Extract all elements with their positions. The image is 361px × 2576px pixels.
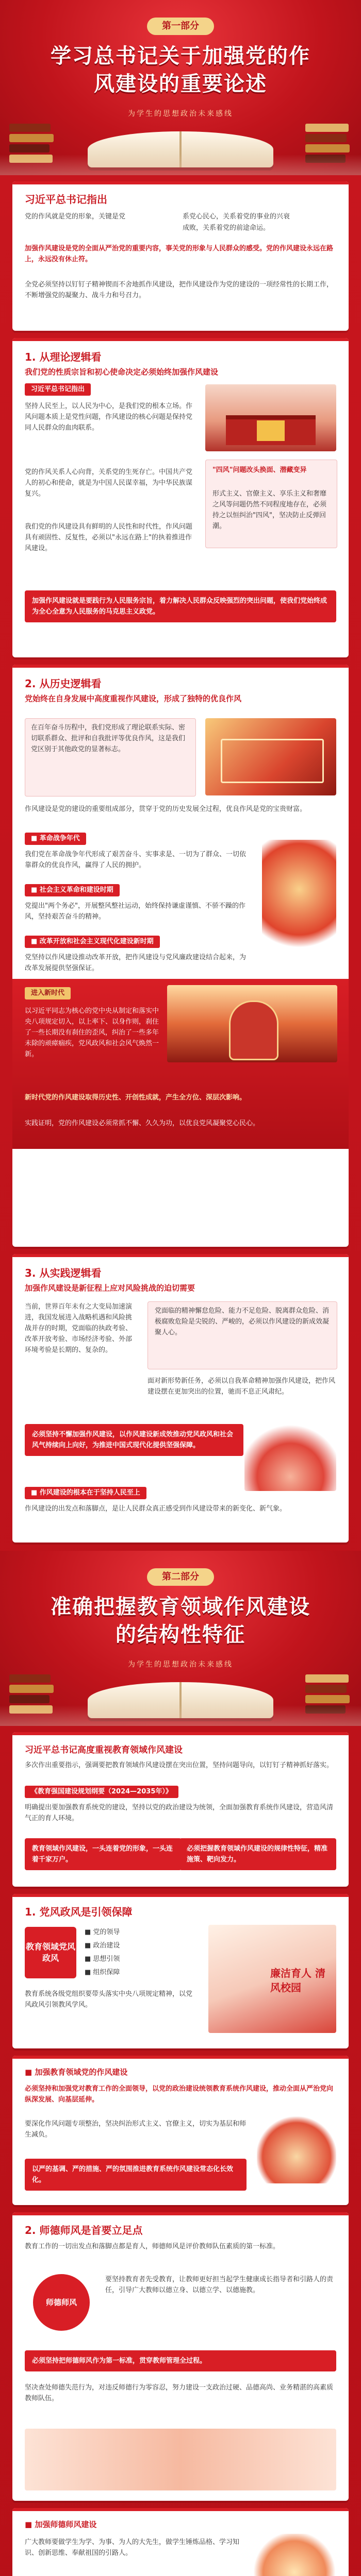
theory-red-summary: 加强作风建设就是要践行为人民服务宗旨，着力解决人民群众反映强烈的突出问题，使我们党始终成为全心全意为人民服务的马克思主义政党。 (25, 590, 336, 622)
hero-banner-part2 (0, 1551, 361, 1726)
four-winds-heading: "四风"问题改头换面、潜藏变异 (212, 466, 307, 474)
education-intro-card (12, 1732, 349, 1887)
lamp-illustration (253, 2534, 336, 2576)
history-text-2: 作风建设是党的建设的重要组成部分，贯穿于党的历史发展全过程，优良作风是党的宝贵财富。 (25, 805, 307, 813)
era-tag-revolution: ■ 革命战争年代 (25, 833, 86, 845)
section-heading: 2. 从历史逻辑看 (25, 677, 102, 690)
section-subheading: 加强作风建设是新征程上应对风险挑战的迫切需要 (25, 1283, 195, 1293)
practice-text-1: 当前，世界百年未有之大变局加速演进，我国发展进入战略机遇和风险挑战并存的时期，党面临的执政考验、改革开放考验、市场经济考验、外部环境考验是长期的、复杂的。 (25, 1303, 133, 1354)
detail-red: 以严的基调、严的措施、严的氛围推进教育系统作风建设常态化长效化。 (25, 2159, 247, 2191)
party-text-1: 教育系统各级党组织要带头落实中央八项规定精神，以党风政风引领教风学风。 (25, 1990, 193, 2009)
history-logic-card (12, 665, 349, 1247)
era-tag-construction: ■ 社会主义革命和建设时期 (25, 884, 120, 896)
edu-text-2: 明确提出要加强教育系统党的建设，坚持以党的政治建设为统领，全面加强教育系统作风建设，营造风清气正的育人环境。 (25, 1804, 334, 1822)
hero-bottom-glow (0, 1705, 361, 1726)
new-era-red2: 实践证明，党的作风建设必须常抓不懈、久久为功，以优良党风凝聚党心民心。 (25, 1120, 260, 1127)
hero-title-line1: 学习总书记关于加强党的作 (51, 44, 310, 68)
hero-title-line2: 风建设的重要论述 (94, 72, 267, 96)
teacher-illustration (25, 2429, 336, 2490)
new-era-red1: 新时代党的作风建设取得历史性、开创性成就，产生全方位、深层次影响。 (25, 1094, 247, 1101)
practice-tag: ■ 作风建设的根本在于坚持人民至上 (25, 1487, 146, 1499)
new-era-panel (12, 979, 349, 1149)
red-star-decoration (262, 840, 336, 963)
part-badge: 第二部分 (147, 1568, 214, 1586)
hero-title-line1: 准确把握教育领域作风建设 (51, 1595, 310, 1619)
hero-banner-part1 (0, 0, 361, 175)
part-badge: 第一部分 (147, 18, 214, 35)
section-heading: 2. 师德师风是首要立足点 (25, 2224, 143, 2236)
intro-emphasis: 加强作风建设是党的全面从严治党的重要内容，事关党的形象与人民群众的感受。党的作风建设永远在路上，永远没有休止符。 (25, 245, 334, 263)
practice-logic-card (12, 1254, 349, 1543)
hero-title (21, 42, 340, 98)
hero-title (21, 1593, 340, 1649)
clean-campus-image (208, 1925, 336, 2033)
history-text-1: 在百年奋斗历程中，我们党形成了理论联系实际、密切联系群众、批评和自我批评等优良作风，这是我们党区别于其他政党的显著标志。 (31, 724, 186, 753)
hero-subtitle: 为学生的思想政治未来感线 (128, 110, 233, 118)
party-style-detail-card (12, 2056, 349, 2205)
history-photo (205, 718, 336, 795)
section-subheading: 党始终在自身发展中高度重视作风建设，形成了独特的优良作风 (25, 694, 242, 703)
section-heading: 习近平总书记指出 (25, 193, 107, 206)
new-era-text: 以习近平同志为核心的党中央从制定和落实中央八项规定切入，以上率下、以身作则，刹住了一些长期没有刹住的歪风，纠治了一些多年未除的顽瘴痼疾，党风政风和社会风气焕然一新。 (25, 1007, 159, 1058)
theory-text-1: 坚持人民至上，以人民为中心，是我们党的根本立场。作风问题本质上是党性问题，作风建设的核心问题是保持党同人民群众的血肉联系。 (25, 402, 193, 432)
edu-red-1: 教育领域作风建设，一头连着党的形象，一头连着千家万户。 (25, 1838, 182, 1870)
intro-text-b: 系党心民心，关系着党的事业的兴衰 (183, 213, 290, 221)
teacher-red: 必须坚持把师德师风作为第一标准，贯穿教师管理全过程。 (25, 2350, 336, 2371)
party-item-4: ■ 组织保障 (85, 1969, 120, 1976)
party-item-2: ■ 政治建设 (85, 1942, 120, 1950)
teacher-detail-text: 广大教师要做学生为学、为事、为人的大先生，做学生锤炼品格、学习知识、创新思维、奉献祖国的引路人。 (25, 2538, 240, 2557)
intro-text-d: 全党必须坚持以钉钉子精神锲而不舍地抓作风建设，把作风建设作为党的建设的一项经常性的长期工作，不断增强党的凝聚力、战斗力和号召力。 (25, 281, 334, 299)
section-heading: 1. 从理论逻辑看 (25, 351, 102, 363)
era-text-construction: 党提出"两个务必"，开展整风整社运动，始终保持谦虚谨慎、不骄不躁的作风，坚持艰苦奋斗的精神。 (25, 902, 245, 921)
new-era-tag: 进入新时代 (25, 987, 71, 999)
new-era-photo (167, 985, 337, 1062)
practice-text-3: 面对新形势新任务，必须以自我革命精神加强作风建设，把作风建设摆在更加突出的位置，驰而不息正风肃纪。 (147, 1377, 336, 1396)
section-subheading: ■ 加强教育领域党的作风建设 (25, 2067, 128, 2077)
practice-text-4: 作风建设的出发点和落脚点，是让人民群众真正感受到作风建设带来的新变化、新气象。 (25, 1505, 287, 1513)
party-item-1: ■ 党的领导 (85, 1928, 120, 1936)
plan-tag: 《教育强国建设规划纲要（2024—2035年）》 (25, 1786, 178, 1798)
theory-logic-card (12, 338, 349, 657)
intro-text-a: 党的作风就是党的形象，关键是党 (25, 213, 126, 221)
flag-bearers-illustration (244, 1419, 336, 1491)
practice-text-2: 党面临的精神懈怠危险、能力不足危险、脱离群众危险、消极腐败危险是尖锐的、严峻的，必须以作风建设的新成效凝聚人心。 (155, 1307, 330, 1336)
teacher-text-2: 要坚持教育者先受教育，让教师更好担当起学生健康成长指导者和引路人的责任，引导广大教师以德立身、以德立学、以德施教。 (105, 2276, 334, 2294)
teacher-ethics-circle: 师德师风 (33, 2274, 90, 2331)
era-text-reform: 党坚持以作风建设推动改革开放，把作风建设与党风廉政建设结合起来，为改革发展提供坚强保证。 (25, 954, 247, 972)
intro-text-c: 成败，关系着党的前途命运。 (183, 224, 270, 232)
practice-red-summary: 必须坚持不懈加强作风建设，以作风建设新成效推动党风政风和社会风气持续向上向好，为推进中国式现代化提供坚强保障。 (25, 1424, 243, 1456)
edu-red-2: 必须把握教育领域作风建设的规律性特征，精准施策、靶向发力。 (179, 1838, 336, 1870)
section-heading: 1. 党风政风是引领保障 (25, 1906, 133, 1918)
section-subheading: ■ 加强师德师风建设 (25, 2520, 97, 2529)
detail-text-1: 必须坚持和加强党对教育工作的全面领导，以党的政治建设统领教育系统作风建设，推动全面从严治党向纵深发展、向基层延伸。 (25, 2085, 334, 2104)
four-winds-text: 形式主义、官僚主义、享乐主义和奢靡之风等问题仍然不同程度地存在，必须持之以恒纠治"四风"，坚决防止反弹回潮。 (212, 490, 327, 530)
theory-text-2: 党的作风关系人心向背，关系党的生死存亡。中国共产党人的初心和使命，就是为中国人民谋幸福，为中华民族谋复兴。 (25, 468, 193, 498)
tiananmen-photo (205, 384, 336, 451)
book-illustration (257, 2116, 336, 2183)
teacher-text-3: 坚决查处师德失范行为，对违反师德行为零容忍，努力建设一支政治过硬、品德高尚、业务精湛的高素质教师队伍。 (25, 2384, 334, 2402)
theory-text-3: 我们党的作风建设具有鲜明的人民性和时代性，作风问题具有顽固性、反复性，必须以"永远在路上"的执着推进作风建设。 (25, 523, 193, 552)
section-subheading: 我们党的性质宗旨和初心使命决定必须始终加强作风建设 (25, 367, 219, 377)
party-style-tile: 教育领域党风政风 (25, 1927, 76, 1978)
era-text-revolution: 我们党在革命战争年代形成了艰苦奋斗、实事求是、一切为了群众、一切依靠群众的优良作风，赢得了人民的拥护。 (25, 851, 247, 869)
clean-campus-label: 廉洁育人 清风校园 (270, 1967, 325, 1994)
hero-subtitle: 为学生的思想政治未来感线 (128, 1660, 233, 1669)
teacher-ethics-detail-card (12, 2508, 349, 2576)
era-tag-reform: ■ 改革开放和社会主义现代化建设新时期 (25, 936, 160, 948)
hero-bottom-glow (0, 155, 361, 175)
section-heading: 习近平总书记高度重视教育领域作风建设 (25, 1745, 183, 1755)
edu-text-1: 多次作出重要指示，强调要把教育领域作风建设摆在突出位置，坚持问题导向，以钉钉子精神抓好落实。 (25, 1761, 334, 1769)
section-heading: 3. 从实践逻辑看 (25, 1267, 102, 1279)
hero-title-line2: 的结构性特征 (116, 1623, 245, 1647)
detail-text-2: 要深化作风问题专项整治，坚决纠治形式主义、官僚主义，切实为基层和师生减负。 (25, 2120, 247, 2139)
teacher-text-1: 教育工作的一切出发点和落脚点都是育人，师德师风是评价教师队伍素质的第一标准。 (25, 2243, 280, 2250)
party-item-3: ■ 思想引领 (85, 1955, 120, 1963)
teacher-ethics-card (12, 2212, 349, 2501)
intro-card (12, 181, 349, 331)
quote-tag: 习近平总书记指出 (25, 383, 91, 396)
party-style-card (12, 1894, 349, 2048)
